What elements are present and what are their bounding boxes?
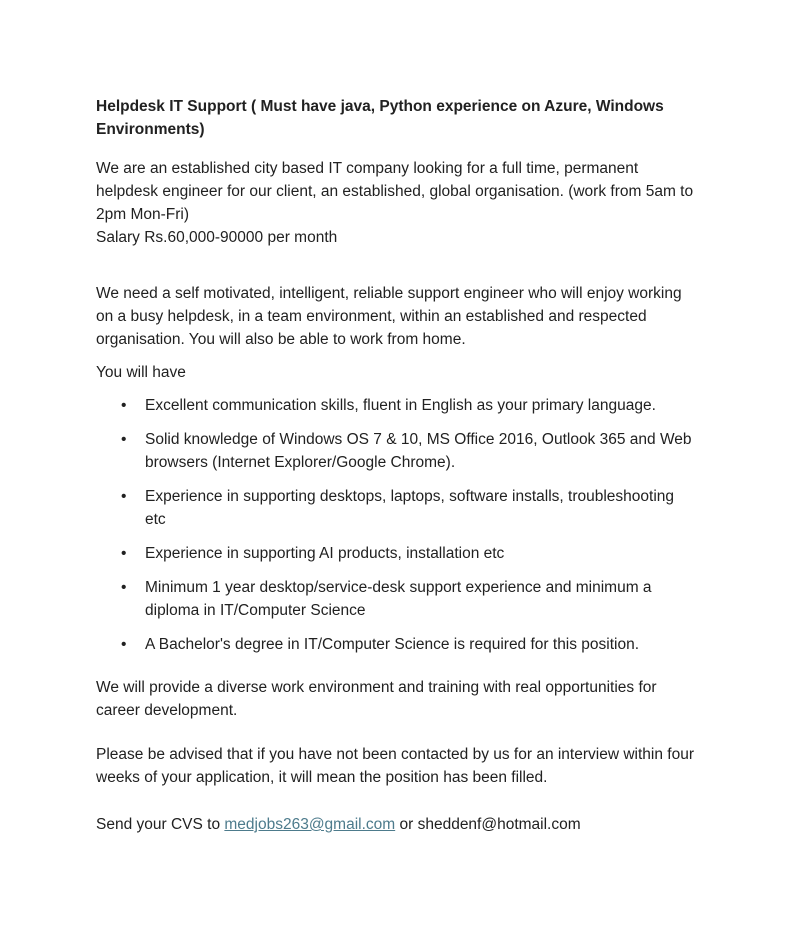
- salary-line: Salary Rs.60,000-90000 per month: [96, 229, 338, 246]
- description-line: We need a self motivated, intelligent, reliable support engineer who will enjoy working: [96, 285, 682, 302]
- closing-paragraph-training: [96, 676, 700, 722]
- intro-line: 2pm Mon-Fri): [96, 206, 190, 223]
- list-item-desktop-support: [96, 485, 700, 531]
- intro-line: helpdesk engineer for our client, an established, global organisation. (work from 5am to: [96, 183, 694, 200]
- list-item-line: • Experience in supporting desktops, laptops, software installs, troubleshooting: [145, 488, 675, 505]
- list-item-line: etc: [145, 511, 166, 528]
- list-item-line: • Solid knowledge of Windows OS 7 & 10, MS Office 2016, Outlook 365 and Web: [145, 431, 692, 448]
- email-link[interactable]: medjobs263@gmail.com: [224, 816, 396, 833]
- list-item-line: diploma in IT/Computer Science: [145, 602, 366, 619]
- job-title-line: Environments): [96, 121, 205, 138]
- intro-line: We are an established city based IT company looking for a full time, permanent: [96, 160, 639, 177]
- description-line: on a busy helpdesk, in a team environment, within an established and respected: [96, 308, 647, 325]
- closing-line: Please be advised that if you have not been contacted by us for an interview within four: [96, 746, 694, 763]
- list-item-line: • Excellent communication skills, fluent in English as your primary language.: [145, 397, 656, 414]
- list-item-bachelors-degree: [96, 633, 700, 656]
- list-item-experience-minimum: [96, 576, 700, 622]
- list-intro: You will have: [96, 364, 186, 381]
- list-item-line: browsers (Internet Explorer/Google Chrome).: [145, 454, 456, 471]
- closing-line: weeks of your application, it will mean the position has been filled.: [96, 769, 548, 786]
- send-cv-suffix: or sheddenf@hotmail.com: [395, 816, 581, 833]
- closing-line: career development.: [96, 702, 238, 719]
- list-item-line: • Experience in supporting AI products, installation etc: [145, 545, 505, 562]
- job-title: [96, 95, 700, 141]
- send-cv-prefix: Send your CVS to: [96, 816, 225, 833]
- closing-paragraph-contact-notice: [96, 743, 700, 789]
- intro-paragraph: [96, 157, 700, 249]
- description-line: organisation. You will also be able to work from home.: [96, 331, 466, 348]
- closing-line: We will provide a diverse work environment and training with real opportunities for: [96, 679, 657, 696]
- requirements-list: [96, 394, 700, 656]
- description-paragraph: [96, 282, 700, 351]
- send-cv-line: [96, 813, 700, 836]
- list-item-line: • A Bachelor's degree in IT/Computer Science is required for this position.: [145, 636, 640, 653]
- list-item-line: • Minimum 1 year desktop/service-desk support experience and minimum a: [145, 579, 652, 596]
- job-title-line: Helpdesk IT Support ( Must have java, Python experience on Azure, Windows: [96, 98, 664, 115]
- list-item-communication: [96, 394, 700, 417]
- list-item-windows-knowledge: [96, 428, 700, 474]
- list-item-ai-products: [96, 542, 700, 565]
